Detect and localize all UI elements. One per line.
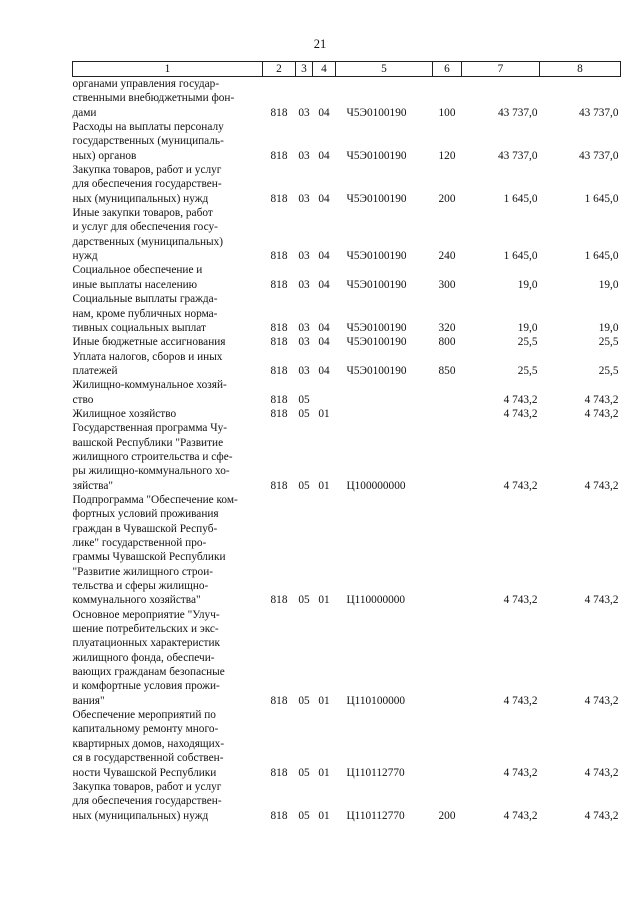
target-article-code: Ч5Э0100190 bbox=[346, 321, 407, 334]
amount-year-1: 25,5 bbox=[517, 336, 538, 349]
section-code: 05 bbox=[298, 407, 310, 420]
target-article-code: Ц110000000 bbox=[346, 594, 406, 607]
section-code: 05 bbox=[298, 694, 310, 707]
table-row bbox=[73, 708, 621, 780]
subsection-code bbox=[313, 378, 336, 407]
expense-name-line: дами bbox=[72, 106, 97, 119]
ministry-code: 818 bbox=[270, 149, 288, 162]
ministry-code: 818 bbox=[270, 192, 288, 205]
amount-year-1: 4 743,2 bbox=[503, 479, 538, 492]
ministry-code: 818 bbox=[270, 106, 288, 119]
target-article-code: Ч5Э0100190 bbox=[346, 278, 407, 291]
ministry-code: 818 bbox=[270, 809, 288, 822]
ministry-code: 818 bbox=[270, 364, 288, 377]
expense-name-line: нам, кроме публичных норма- bbox=[72, 307, 218, 320]
expense-name-line: зяйства" bbox=[72, 479, 113, 492]
table-row bbox=[73, 335, 621, 349]
section-code: 05 bbox=[298, 594, 310, 607]
amount-year-1: 43 737,0 bbox=[497, 106, 538, 119]
expense-type-code: 120 bbox=[438, 149, 456, 162]
expense-name-line: "Развитие жилищного строи- bbox=[72, 565, 214, 578]
expense-name-line: дарственных (муниципальных) bbox=[72, 235, 224, 248]
amount-year-2: 19,0 bbox=[598, 321, 619, 334]
section-code: 03 bbox=[298, 192, 310, 205]
expense-name-line: Социальное обеспечение и bbox=[72, 264, 203, 277]
column-header: 2 bbox=[263, 62, 296, 77]
amount-year-2: 4 743,2 bbox=[584, 766, 619, 779]
table-row bbox=[73, 206, 621, 263]
table-body bbox=[73, 77, 621, 823]
subsection-code: 04 bbox=[318, 336, 330, 349]
subsection-code: 04 bbox=[318, 106, 330, 119]
target-article-code: Ц110100000 bbox=[346, 694, 406, 707]
table-row bbox=[73, 493, 621, 608]
expense-name bbox=[73, 163, 263, 206]
amount-year-2: 43 737,0 bbox=[578, 149, 619, 162]
expense-type-code: 240 bbox=[438, 250, 456, 263]
expense-name bbox=[73, 120, 263, 163]
expense-name-line: ство bbox=[72, 393, 94, 406]
expense-name-line: граждан в Чувашской Респуб- bbox=[72, 522, 218, 535]
expense-name bbox=[73, 263, 263, 292]
expense-name bbox=[73, 708, 263, 780]
subsection-code: 04 bbox=[318, 364, 330, 377]
amount-year-1: 4 743,2 bbox=[503, 766, 538, 779]
column-header: 3 bbox=[296, 62, 313, 77]
table-row bbox=[73, 263, 621, 292]
subsection-code: 01 bbox=[318, 694, 330, 707]
amount-year-1: 43 737,0 bbox=[497, 149, 538, 162]
table-row bbox=[73, 378, 621, 407]
expense-name bbox=[73, 780, 263, 823]
expense-name bbox=[73, 407, 263, 421]
ministry-code: 818 bbox=[270, 766, 288, 779]
amount-year-1: 1 645,0 bbox=[503, 250, 538, 263]
expense-name-line: тельства и сферы жилищно- bbox=[72, 580, 209, 593]
expense-type-code: 200 bbox=[438, 192, 456, 205]
expense-type-code: 100 bbox=[438, 106, 456, 119]
amount-year-1: 19,0 bbox=[517, 321, 538, 334]
amount-year-2: 1 645,0 bbox=[584, 250, 619, 263]
expense-name-line: Уплата налогов, сборов и иных bbox=[72, 350, 223, 363]
ministry-code: 818 bbox=[270, 479, 288, 492]
expense-name-line: лике" государственной про- bbox=[72, 537, 207, 549]
section-code: 05 bbox=[298, 393, 310, 406]
expense-name-line: государственных (муниципаль- bbox=[72, 135, 224, 148]
expense-name-line: вания" bbox=[72, 694, 105, 707]
ministry-code: 818 bbox=[270, 278, 288, 291]
target-article-code: Ч5Э0100190 bbox=[346, 364, 407, 377]
section-code: 03 bbox=[298, 321, 310, 334]
expense-name-line: ности Чувашской Республики bbox=[72, 766, 217, 779]
amount-year-1: 25,5 bbox=[517, 364, 538, 377]
expense-name-line: и услуг для обеспечения госу- bbox=[72, 221, 218, 234]
column-header: 4 bbox=[313, 62, 336, 77]
column-header: 7 bbox=[462, 62, 540, 77]
expense-name-line: граммы Чувашской Республики bbox=[72, 551, 226, 564]
target-article-code: Ц100000000 bbox=[346, 479, 406, 492]
amount-year-1: 4 743,2 bbox=[503, 407, 538, 420]
amount-year-2: 1 645,0 bbox=[584, 192, 619, 205]
subsection-code: 04 bbox=[318, 278, 330, 291]
subsection-code: 01 bbox=[318, 809, 330, 822]
amount-year-1: 4 743,2 bbox=[503, 594, 538, 607]
target-article-code: Ч5Э0100190 bbox=[346, 106, 407, 119]
section-code: 03 bbox=[298, 364, 310, 377]
ministry-code: 818 bbox=[270, 393, 288, 406]
expense-name bbox=[73, 421, 263, 493]
expense-name bbox=[73, 335, 263, 349]
table-row bbox=[73, 163, 621, 206]
expense-name-line: Расходы на выплаты персоналу bbox=[72, 121, 224, 134]
table-row bbox=[73, 421, 621, 493]
section-code: 03 bbox=[298, 149, 310, 162]
ministry-code: 818 bbox=[270, 594, 288, 607]
table-row bbox=[73, 77, 621, 121]
expense-name-line: Иные закупки товаров, работ bbox=[72, 207, 213, 220]
expense-name-line: Закупка товаров, работ и услуг bbox=[72, 164, 222, 177]
expense-name-line: вающих гражданам безопасные bbox=[72, 666, 225, 679]
expense-type-code bbox=[433, 708, 462, 780]
subsection-code: 04 bbox=[318, 149, 330, 162]
expense-name-line: ных (муниципальных) нужд bbox=[72, 192, 209, 205]
expense-type-code: 200 bbox=[438, 809, 456, 822]
expense-name-line: платежей bbox=[72, 364, 118, 377]
expense-name-line: ных) органов bbox=[72, 149, 137, 162]
amount-year-2: 19,0 bbox=[598, 278, 619, 291]
expense-name-line: нужд bbox=[72, 250, 98, 263]
section-code: 05 bbox=[298, 809, 310, 822]
expense-name-line: Жилищно-коммунальное хозяй- bbox=[72, 379, 227, 392]
amount-year-2: 4 743,2 bbox=[584, 594, 619, 607]
expense-name-line: фортных условий проживания bbox=[72, 508, 219, 521]
expense-name-line: Жилищное хозяйство bbox=[72, 407, 177, 420]
expense-name bbox=[73, 608, 263, 708]
expense-name-line: коммунального хозяйства" bbox=[72, 594, 201, 607]
table-row bbox=[73, 120, 621, 163]
target-article-code: Ц110112770 bbox=[346, 809, 405, 822]
column-header: 8 bbox=[540, 62, 621, 77]
table-row bbox=[73, 350, 621, 379]
amount-year-2: 4 743,2 bbox=[584, 393, 619, 406]
column-header: 6 bbox=[433, 62, 462, 77]
expense-type-code bbox=[433, 421, 462, 493]
amount-year-2: 4 743,2 bbox=[584, 694, 619, 707]
amount-year-2: 4 743,2 bbox=[584, 479, 619, 492]
ministry-code: 818 bbox=[270, 407, 288, 420]
section-code: 03 bbox=[298, 250, 310, 263]
expense-name-line: Иные бюджетные ассигнования bbox=[72, 336, 226, 349]
expense-name-line: для обеспечения государствен- bbox=[72, 178, 222, 191]
amount-year-2: 25,5 bbox=[598, 336, 619, 349]
expense-name-line: тивных социальных выплат bbox=[72, 321, 206, 334]
table-header-row bbox=[73, 62, 621, 77]
expense-name bbox=[73, 350, 263, 379]
expense-name-line: жилищного строительства и сфе- bbox=[72, 450, 233, 463]
expense-name-line: Закупка товаров, работ и услуг bbox=[72, 780, 222, 793]
target-article-code: Ч5Э0100190 bbox=[346, 149, 407, 162]
target-article-code: Ч5Э0100190 bbox=[346, 250, 407, 263]
ministry-code: 818 bbox=[270, 250, 288, 263]
subsection-code: 01 bbox=[318, 594, 330, 607]
expense-type-code bbox=[433, 493, 462, 608]
column-header: 1 bbox=[73, 62, 263, 77]
expense-name-line: вашской Республики "Развитие bbox=[72, 436, 224, 449]
expense-name-line: ся в государственной собствен- bbox=[72, 752, 224, 765]
expense-name-line: Подпрограмма "Обеспечение ком- bbox=[72, 493, 238, 506]
amount-year-1: 1 645,0 bbox=[503, 192, 538, 205]
amount-year-2: 43 737,0 bbox=[578, 106, 619, 119]
table-row bbox=[73, 407, 621, 421]
ministry-code: 818 bbox=[270, 321, 288, 334]
expense-name-line: органами управления государ- bbox=[72, 78, 220, 90]
section-code: 05 bbox=[298, 479, 310, 492]
section-code: 03 bbox=[298, 106, 310, 119]
section-code: 03 bbox=[298, 278, 310, 291]
target-article-code bbox=[336, 407, 433, 421]
expense-name-line: Основное мероприятие "Улуч- bbox=[72, 608, 220, 621]
expense-type-code bbox=[433, 608, 462, 708]
expense-name-line: плуатационных характеристик bbox=[72, 637, 221, 650]
expense-type-code: 320 bbox=[438, 321, 456, 334]
amount-year-1: 4 743,2 bbox=[503, 809, 538, 822]
subsection-code: 04 bbox=[318, 192, 330, 205]
expense-name bbox=[73, 378, 263, 407]
table-row bbox=[73, 780, 621, 823]
ministry-code: 818 bbox=[270, 694, 288, 707]
target-article-code: Ц110112770 bbox=[346, 766, 405, 779]
table-row bbox=[73, 608, 621, 708]
expense-name-line: Социальные выплаты гражда- bbox=[72, 293, 218, 306]
expense-name-line: ры жилищно-коммунального хо- bbox=[72, 465, 230, 478]
expense-name bbox=[73, 77, 263, 121]
ministry-code: 818 bbox=[270, 336, 288, 349]
expense-name-line: Государственная программа Чу- bbox=[72, 422, 227, 435]
amount-year-1: 4 743,2 bbox=[503, 694, 538, 707]
target-article-code: Ч5Э0100190 bbox=[346, 192, 407, 205]
column-header: 5 bbox=[336, 62, 433, 77]
expense-type-code bbox=[433, 407, 462, 421]
expense-type-code: 300 bbox=[438, 278, 456, 291]
expense-name-line: Обеспечение мероприятий по bbox=[72, 709, 216, 722]
target-article-code bbox=[336, 378, 433, 407]
expense-name-line: квартирных домов, находящих- bbox=[72, 737, 225, 750]
amount-year-1: 19,0 bbox=[517, 278, 538, 291]
expense-name-line: иные выплаты населению bbox=[72, 278, 198, 291]
expense-name-line: жилищного фонда, обеспечи- bbox=[72, 651, 215, 664]
expense-name-line: ственными внебюджетными фон- bbox=[72, 92, 235, 105]
expense-name bbox=[73, 206, 263, 263]
expense-name bbox=[73, 292, 263, 335]
section-code: 05 bbox=[298, 766, 310, 779]
expense-name-line: ных (муниципальных) нужд bbox=[72, 809, 209, 822]
subsection-code: 04 bbox=[318, 250, 330, 263]
subsection-code: 01 bbox=[318, 766, 330, 779]
target-article-code: Ч5Э0100190 bbox=[346, 336, 407, 349]
subsection-code: 01 bbox=[318, 479, 330, 492]
expense-name-line: и комфортные условия прожи- bbox=[72, 680, 220, 693]
subsection-code: 04 bbox=[318, 321, 330, 334]
amount-year-2: 25,5 bbox=[598, 364, 619, 377]
expense-type-code: 800 bbox=[438, 336, 456, 349]
expense-name-line: для обеспечения государствен- bbox=[72, 795, 222, 808]
expense-type-code bbox=[433, 378, 462, 407]
expense-type-code: 850 bbox=[438, 364, 456, 377]
amount-year-2: 4 743,2 bbox=[584, 407, 619, 420]
subsection-code: 01 bbox=[318, 407, 330, 420]
expense-name-line: капитальному ремонту много- bbox=[72, 723, 219, 736]
budget-table bbox=[72, 61, 621, 823]
expense-name-line: шение потребительских и экс- bbox=[72, 623, 219, 636]
expense-name bbox=[73, 493, 263, 608]
amount-year-1: 4 743,2 bbox=[503, 393, 538, 406]
amount-year-2: 4 743,2 bbox=[584, 809, 619, 822]
table-row bbox=[73, 292, 621, 335]
section-code: 03 bbox=[298, 336, 310, 349]
page-number: 21 bbox=[313, 37, 327, 51]
